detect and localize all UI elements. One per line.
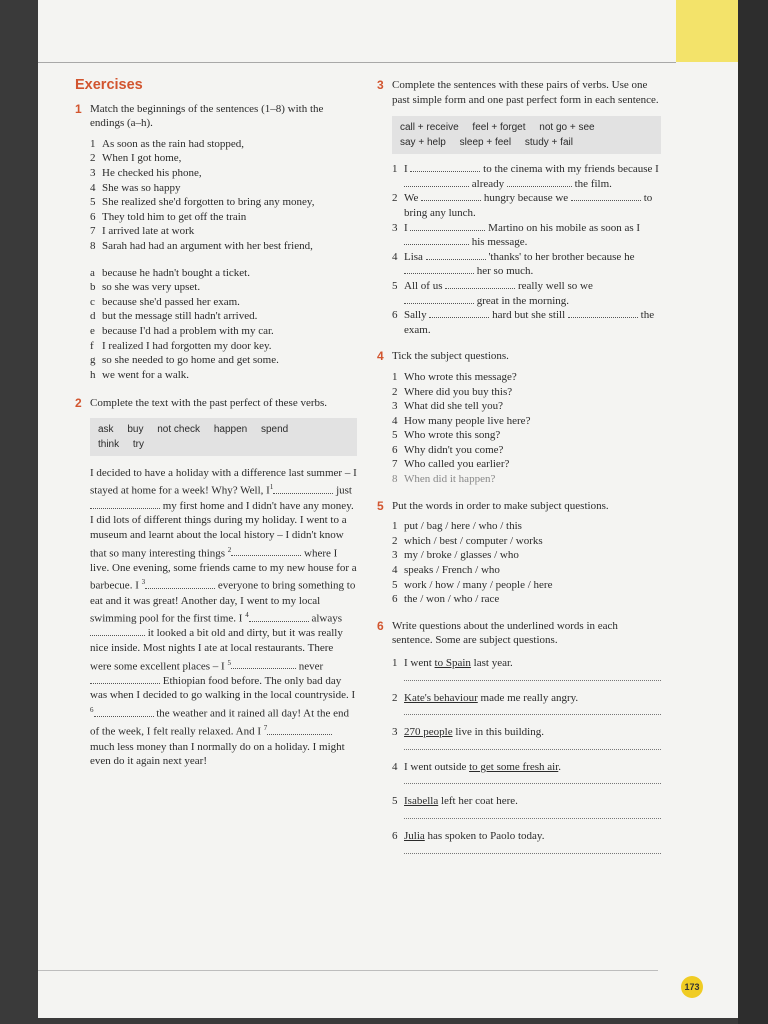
verb-pair: study + fail	[524, 137, 573, 149]
text-segment: Lisa	[404, 250, 423, 263]
text-segment: 'thanks' to her brother because he	[488, 250, 635, 263]
item-text: my / broke / glasses / who	[404, 549, 519, 562]
text-segment: much less money than I normally do on a holiday. I might even do it again next year!	[90, 740, 345, 768]
answer-blank[interactable]	[273, 484, 333, 494]
text-segment: made me really angry.	[477, 691, 579, 704]
answer-blank[interactable]	[404, 294, 474, 304]
exercise-number: 3	[377, 78, 384, 92]
answer-blank[interactable]	[410, 221, 485, 231]
item-number: 3	[392, 400, 398, 413]
underlined-text: Isabella	[404, 795, 439, 808]
answer-blank[interactable]	[507, 177, 572, 187]
verb-option: try	[132, 438, 145, 450]
item-text: because she'd passed her exam.	[102, 295, 240, 308]
answer-blank[interactable]	[249, 612, 309, 622]
page-edge	[738, 0, 768, 1024]
verb-pair: feel + forget	[472, 122, 526, 134]
item-text: Why didn't you come?	[404, 443, 504, 456]
verb-option: ask	[98, 423, 114, 435]
answer-blank[interactable]	[267, 725, 332, 735]
list-item[interactable]	[392, 385, 661, 400]
list-group	[392, 760, 661, 775]
exercise-instruction: Match the beginnings of the sentences (1–8) with the endings (a–h).	[90, 102, 324, 130]
list-group	[392, 691, 661, 706]
text-segment: All of us	[404, 279, 443, 292]
item-text: because he hadn't bought a ticket.	[102, 266, 250, 279]
item-number: 7	[90, 225, 96, 238]
gap-number: 7	[263, 724, 268, 733]
answer-blank[interactable]	[90, 626, 145, 636]
text-segment: live in this building.	[452, 726, 544, 739]
item-text: work / how / many / people / here	[404, 578, 553, 591]
list-item	[90, 195, 357, 210]
list-item[interactable]	[392, 428, 661, 443]
list-item	[90, 295, 357, 310]
list-item	[90, 339, 357, 354]
answer-line[interactable]	[404, 847, 661, 854]
text-segment: my first home and I didn't have any money. I did lots of different things during my holiday. I went to a museum and learnt about the local history – I didn't know that so many interesting things	[90, 499, 354, 560]
exercise-number: 2	[75, 396, 82, 411]
gap-fill-text	[90, 466, 357, 769]
page-number: 173	[681, 976, 703, 998]
gap-number: 3	[141, 578, 146, 587]
answer-blank[interactable]	[231, 659, 296, 669]
list-item	[392, 221, 661, 250]
text-segment: his message.	[471, 236, 528, 249]
item-number: 6	[90, 210, 96, 223]
question-list	[392, 370, 661, 487]
item-text: so she needed to go home and get some.	[102, 354, 279, 367]
item-number: 1	[392, 657, 398, 669]
text-segment: hungry because we	[483, 192, 569, 205]
list-item	[392, 794, 661, 809]
item-text: Sarah had had an argument with her best friend,	[102, 239, 313, 252]
item-number: 5	[392, 429, 398, 442]
text-segment: her so much.	[476, 265, 534, 278]
text-segment: everyone to bring something to eat and it was great! Another day, I went to my local swimming pool for the first time. I	[90, 580, 356, 625]
list-item	[392, 656, 661, 671]
item-number: 8	[90, 239, 96, 252]
item-text: Where did you buy this?	[404, 385, 513, 398]
item-number: 1	[392, 163, 398, 176]
list-item	[90, 166, 357, 181]
exercise-number: 1	[75, 101, 82, 116]
item-number: 4	[90, 181, 96, 194]
underlined-text: Julia	[404, 829, 425, 842]
verb-pair: sleep + feel	[459, 137, 512, 149]
list-item[interactable]	[392, 399, 661, 414]
verb-option: not check	[157, 423, 201, 435]
item-text: She was so happy	[102, 181, 181, 194]
right-column	[377, 78, 661, 864]
text-segment: to the cinema with my friends because I	[483, 163, 659, 176]
item-text: put / bag / here / who / this	[404, 520, 522, 533]
list-item	[90, 309, 357, 324]
answer-blank[interactable]	[429, 308, 489, 318]
list-item	[392, 829, 661, 844]
list-item	[392, 308, 661, 337]
answer-line[interactable]	[404, 674, 661, 681]
exercise-instruction: Complete the text with the past perfect of these verbs.	[90, 397, 328, 410]
text-segment: I	[404, 163, 408, 176]
text-segment: the film.	[574, 177, 612, 190]
item-number: 6	[392, 829, 398, 842]
text-segment: the exam.	[404, 309, 655, 336]
text-segment: left her coat here.	[438, 795, 518, 808]
list-item[interactable]	[392, 443, 661, 458]
answer-blank[interactable]	[404, 177, 469, 187]
answer-blank[interactable]	[404, 264, 474, 274]
exercise-number: 5	[377, 498, 384, 513]
item-number: 7	[392, 458, 398, 471]
item-number: 3	[392, 726, 398, 739]
list-item	[90, 239, 357, 254]
item-letter: b	[90, 281, 96, 294]
item-number: 2	[392, 534, 398, 547]
item-text: because I'd had a problem with my car.	[102, 324, 274, 337]
item-letter: e	[90, 324, 95, 337]
item-text: As soon as the rain had stopped,	[102, 137, 245, 150]
exercise-number: 4	[377, 349, 384, 364]
answer-blank[interactable]	[445, 279, 515, 289]
item-text: we went for a walk.	[102, 368, 190, 381]
list-item	[392, 162, 661, 191]
item-letter: a	[90, 266, 95, 279]
text-segment: I went outside	[404, 760, 470, 773]
text-segment: never	[298, 660, 324, 673]
exercise-instruction: Complete the sentences with these pairs of verbs. Use one past simple form and one past perfect form in each sentence.	[392, 79, 659, 106]
item-number: 1	[392, 520, 398, 533]
item-letter: g	[90, 354, 96, 367]
item-text: What did she tell you?	[404, 400, 503, 413]
exercise-number: 6	[377, 618, 384, 633]
text-segment: hard but she still	[492, 309, 566, 322]
item-number: 2	[90, 152, 96, 165]
item-number: 2	[392, 192, 398, 205]
list-item	[392, 592, 661, 607]
list-item	[90, 210, 357, 225]
item-text: speaks / French / who	[404, 564, 500, 577]
item-letter: c	[90, 295, 95, 308]
text-segment: always	[311, 612, 342, 625]
beginnings-list	[90, 137, 357, 254]
list-item	[90, 266, 357, 281]
list-item[interactable]	[392, 472, 661, 487]
verb-option: buy	[127, 423, 144, 435]
list-item[interactable]	[392, 370, 661, 385]
answer-line[interactable]	[404, 777, 661, 784]
list-item	[90, 324, 357, 339]
answer-blank[interactable]	[421, 191, 481, 201]
answer-blank[interactable]	[231, 546, 301, 556]
item-text: She realized she'd forgotten to bring any money,	[102, 196, 315, 209]
item-number: 1	[90, 137, 96, 150]
item-text: They told him to get off the train	[102, 210, 247, 223]
list-group	[392, 794, 661, 809]
underlined-text: to Spain	[434, 657, 471, 669]
text-segment: it looked a bit old and dirty, but it was really nice inside. Most nights I ate at local restaurants. There were some excellent places – I	[90, 627, 343, 673]
gap-number: 6	[90, 706, 94, 715]
item-number: 3	[392, 549, 398, 562]
underlined-text: Kate's behaviour	[404, 691, 478, 704]
text-segment: .	[558, 760, 562, 773]
section-title: Exercises	[75, 77, 143, 93]
list-item	[392, 578, 661, 593]
list-item[interactable]	[392, 457, 661, 472]
item-text: Who wrote this song?	[404, 429, 501, 442]
item-text: so she was very upset.	[102, 281, 201, 294]
list-item[interactable]	[392, 414, 661, 429]
item-number: 6	[392, 593, 398, 606]
gap-number: 2	[227, 545, 232, 554]
list-item	[90, 368, 357, 383]
exercise-5	[377, 499, 661, 607]
text-segment: the weather and it rained all day! At the end of the week, I felt really relaxed. And I	[90, 707, 349, 738]
list-item	[392, 279, 661, 308]
text-segment: Ethiopian food before. The only bad day was when I decided to go walking in the local countryside. I	[90, 674, 356, 702]
text-segment: already	[471, 177, 505, 190]
list-item	[392, 534, 661, 549]
endings-list	[90, 266, 357, 383]
sentence-list	[392, 162, 661, 337]
answer-blank[interactable]	[94, 707, 154, 717]
list-item	[90, 353, 357, 368]
text-segment: just	[336, 485, 352, 498]
item-number: 4	[392, 414, 398, 427]
word-order-list	[392, 519, 661, 607]
verb-pair: not go + see	[539, 122, 595, 134]
exercise-4	[377, 349, 661, 486]
verb-box	[90, 418, 357, 456]
answer-line[interactable]	[404, 743, 661, 750]
item-number: 4	[392, 760, 398, 773]
text-segment: Martino on his mobile as soon as I	[488, 221, 641, 234]
item-text: When I got home,	[102, 152, 182, 165]
text-segment: where I live. One evening, some friends came to my new house for a barbecue. I	[90, 547, 357, 592]
verb-option: happen	[213, 423, 248, 435]
item-number: 4	[392, 564, 398, 577]
item-letter: d	[90, 310, 96, 323]
item-number: 4	[392, 250, 398, 263]
answer-blank[interactable]	[145, 579, 215, 589]
gap-number: 4	[245, 611, 249, 620]
item-text: Who wrote this message?	[404, 370, 517, 383]
exercise-1	[75, 102, 357, 383]
list-item	[392, 191, 661, 220]
list-item	[90, 181, 357, 196]
text-segment: I	[404, 221, 408, 234]
underlined-text: 270 people	[404, 726, 453, 739]
text-segment: I went	[404, 657, 435, 669]
item-letter: f	[90, 339, 94, 352]
list-group	[392, 829, 661, 844]
answer-blank[interactable]	[404, 235, 469, 245]
list-item	[90, 137, 357, 152]
list-item	[90, 280, 357, 295]
text-segment: I decided to have a holiday with a difference last summer – I stayed at home for a week! Why? Well, I	[90, 466, 357, 498]
verb-pair: call + receive	[400, 122, 459, 134]
item-number: 8	[392, 473, 398, 486]
item-number: 5	[392, 279, 398, 292]
text-segment: to bring any lunch.	[404, 192, 653, 219]
item-number: 1	[392, 370, 398, 383]
list-item	[90, 224, 357, 239]
verb-pairs-box	[392, 116, 661, 154]
list-item	[392, 563, 661, 578]
header-rule	[38, 62, 676, 63]
list-item	[392, 250, 661, 279]
item-number: 3	[392, 221, 398, 234]
item-text: When did it happen?	[404, 473, 496, 486]
text-segment: Sally	[404, 309, 427, 322]
list-item	[392, 691, 661, 706]
list-item	[392, 760, 661, 775]
item-number: 6	[392, 443, 398, 456]
item-number: 2	[392, 691, 398, 704]
answer-blank[interactable]	[410, 162, 480, 172]
answer-blank[interactable]	[90, 674, 160, 684]
answer-blank[interactable]	[568, 308, 638, 318]
text-segment: has spoken to Paolo today.	[424, 829, 545, 842]
answer-blank[interactable]	[426, 250, 486, 260]
list-item	[392, 725, 661, 740]
text-segment: We	[404, 192, 419, 205]
verb-option: think	[98, 438, 120, 450]
item-text: the / won / who / race	[404, 593, 500, 606]
gap-number: 1	[269, 483, 274, 492]
exercise-3	[377, 78, 661, 337]
exercise-instruction: Put the words in order to make subject questions.	[392, 499, 609, 512]
underlined-text: to get some fresh air	[469, 760, 559, 773]
gap-number: 5	[227, 658, 231, 667]
item-text: I arrived late at work	[102, 225, 195, 238]
item-number: 5	[392, 795, 398, 808]
item-number: 6	[392, 309, 398, 322]
item-text: Who called you earlier?	[404, 458, 510, 471]
item-letter: h	[90, 368, 96, 381]
underline-question-list	[392, 656, 661, 671]
left-column	[75, 78, 357, 769]
verb-option: spend	[261, 423, 289, 435]
verb-pair: say + help	[400, 137, 446, 149]
list-item	[392, 519, 661, 534]
exercise-2	[75, 396, 357, 768]
footer-rule	[38, 970, 658, 971]
section-tab	[676, 0, 738, 62]
exercise-instruction: Tick the subject questions.	[392, 350, 509, 363]
answer-line[interactable]	[404, 812, 661, 819]
item-number: 2	[392, 385, 398, 398]
list-item	[392, 548, 661, 563]
item-text: which / best / computer / works	[404, 534, 543, 547]
item-number: 5	[90, 196, 96, 209]
list-item	[90, 151, 357, 166]
item-text: How many people live here?	[404, 414, 531, 427]
text-segment: great in the morning.	[476, 294, 570, 307]
text-segment: really well so we	[518, 279, 593, 292]
item-text: but the message still hadn't arrived.	[102, 310, 258, 323]
list-group	[392, 725, 661, 740]
item-number: 3	[90, 166, 96, 179]
item-number: 5	[392, 578, 398, 591]
text-segment: last year.	[470, 657, 513, 669]
exercise-6	[377, 619, 661, 854]
item-text: I realized I had forgotten my door key.	[102, 339, 272, 352]
item-text: He checked his phone,	[102, 166, 202, 179]
exercise-instruction: Write questions about the underlined words in each sentence. Some are subject questions.	[392, 619, 618, 647]
answer-line[interactable]	[404, 708, 661, 715]
answer-blank[interactable]	[571, 191, 641, 201]
answer-blank[interactable]	[90, 499, 160, 509]
